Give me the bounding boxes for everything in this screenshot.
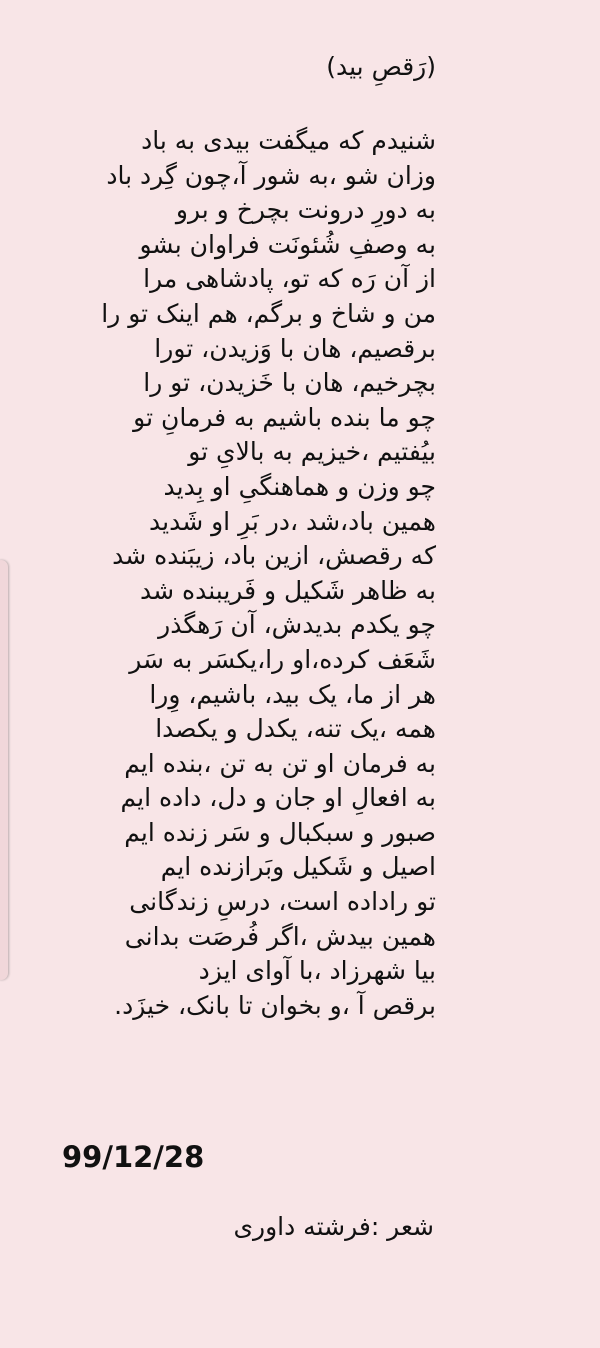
poem-line: صبور و سبکبال و سَر زنده ایم <box>124 817 436 847</box>
poem-line: تو راداده است، درسِ زندگانی <box>129 887 436 917</box>
poem-line: اصیل و شَکیل وبَرازنده ایم <box>160 852 436 882</box>
poem-line: من و شاخ و برگم، هم اینک تو را <box>101 298 436 328</box>
poem-line: به وصفِ شُئونَت فراوان بشو <box>139 229 436 259</box>
poem-line: بیُفتیم ،خیزیم به بالایِ تو <box>188 437 436 467</box>
poem-line: به افعالِ او جان و دل، داده ایم <box>120 783 436 813</box>
poem-line: بچرخیم، هان با خَزیدن، تو را <box>143 368 436 398</box>
poem-line: همین بیدش ،اگر فُرصَت بدانی <box>124 921 436 951</box>
poem-line: از آن رَه که تو، پادشاهی مرا <box>143 264 436 294</box>
poem-line: چو وزن و هماهنگیِ او بِدید <box>163 471 436 501</box>
poem-line: به فرمان او تن به تن ،بنده ایم <box>124 748 436 778</box>
poem-line: بیا شهرزاد ،با آوای ایزد <box>198 956 436 986</box>
poem-line: شنیدم که میگفت بیدی به باد <box>141 126 436 155</box>
poem-title: (رَقصِ بید) <box>326 52 436 81</box>
side-panel-handle[interactable] <box>0 560 8 980</box>
poem-line: به دورِ درونت بچرخ و برو <box>175 195 436 225</box>
poem-date: 99/12/28 <box>62 1140 205 1174</box>
poem-line: هر از ما، یک بید، باشیم، وِرا <box>149 679 436 709</box>
poem-author: شعر :فرشته داوری <box>233 1212 434 1241</box>
poem-line: برقصیم، هان با وَزیدن، تورا <box>154 333 436 363</box>
poem-line: چو ما بنده باشیم به فرمانِ تو <box>133 402 436 432</box>
poem-line: به ظاهر شَکیل و فَریبنده شد <box>140 575 436 605</box>
poem-line: شَعَف کرده،او را،یکسَر به سَر <box>129 644 436 674</box>
poem-line: چو یکدم بدیدش، آن رَهگذر <box>158 610 436 640</box>
poem-line: برقص آ ،و بخوان تا بانک، خیزَد. <box>114 990 436 1020</box>
poem-line: وزان شو ،به شور آ،چون گِرد باد <box>106 160 436 190</box>
poem-line: همه ،یک تنه، یکدل و یکصدا <box>155 714 436 744</box>
poem-body <box>16 124 436 1023</box>
poem-line: همین باد،شد ،در بَرِ او شَدید <box>149 506 436 536</box>
poem-line: که رقصش، ازین باد، زیبَنده شد <box>112 541 436 571</box>
